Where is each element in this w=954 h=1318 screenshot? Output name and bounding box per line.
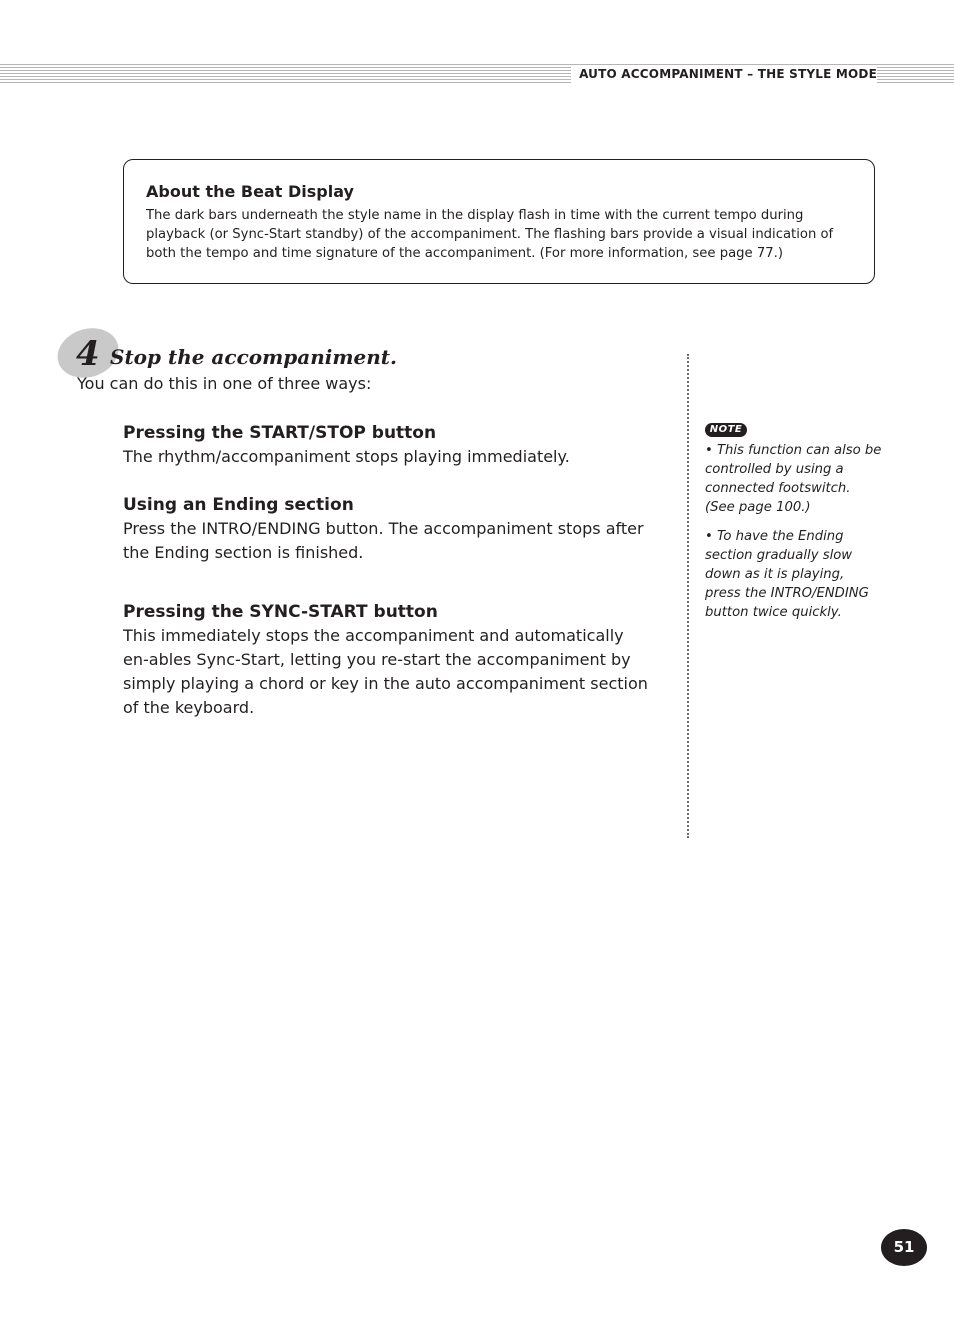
- info-box-title: About the Beat Display: [146, 182, 354, 201]
- method-ending-section: [123, 493, 653, 565]
- info-box-body: The dark bars underneath the style name in the display flash in time with the current tempo during playback (or Sync-Start standby) of the accompaniment. The flashing bars provide a visual indication of both the tempo and time signature of the accompaniment. (For more information, see page 77.): [146, 208, 834, 261]
- method-heading: Pressing the SYNC-START button: [123, 602, 438, 622]
- note-item: • To have the Ending section gradually slow down as it is playing, press the INTRO/ENDING button twice quickly.: [705, 529, 869, 620]
- method-heading: Pressing the START/STOP button: [123, 423, 437, 443]
- method-body: Press the INTRO/ENDING button. The accompaniment stops after the Ending section is finished.: [123, 519, 644, 562]
- note-item: • This function can also be controlled by using a connected footswitch. (See page 100.): [705, 443, 882, 515]
- method-body: This immediately stops the accompaniment and automatically en-ables Sync-Start, letting you re-start the accompaniment by simply playing a chord or key in the auto accompaniment section of the keyboard.: [123, 626, 648, 717]
- method-sync-start: [123, 600, 653, 720]
- method-heading: Using an Ending section: [123, 495, 354, 515]
- step-intro: You can do this in one of three ways:: [77, 374, 372, 393]
- beat-display-info-box: [123, 159, 875, 284]
- section-header-title: AUTO ACCOMPANIMENT – THE STYLE MODE: [571, 65, 877, 83]
- page-number-badge: 51: [881, 1229, 927, 1266]
- method-start-stop: [123, 421, 653, 469]
- dotted-column-divider: [687, 354, 689, 838]
- step-number: 4: [76, 334, 100, 374]
- method-body: The rhythm/accompaniment stops playing immediately.: [123, 447, 570, 466]
- note-badge: NOTE: [705, 423, 747, 437]
- step-title: Stop the accompaniment.: [110, 345, 397, 369]
